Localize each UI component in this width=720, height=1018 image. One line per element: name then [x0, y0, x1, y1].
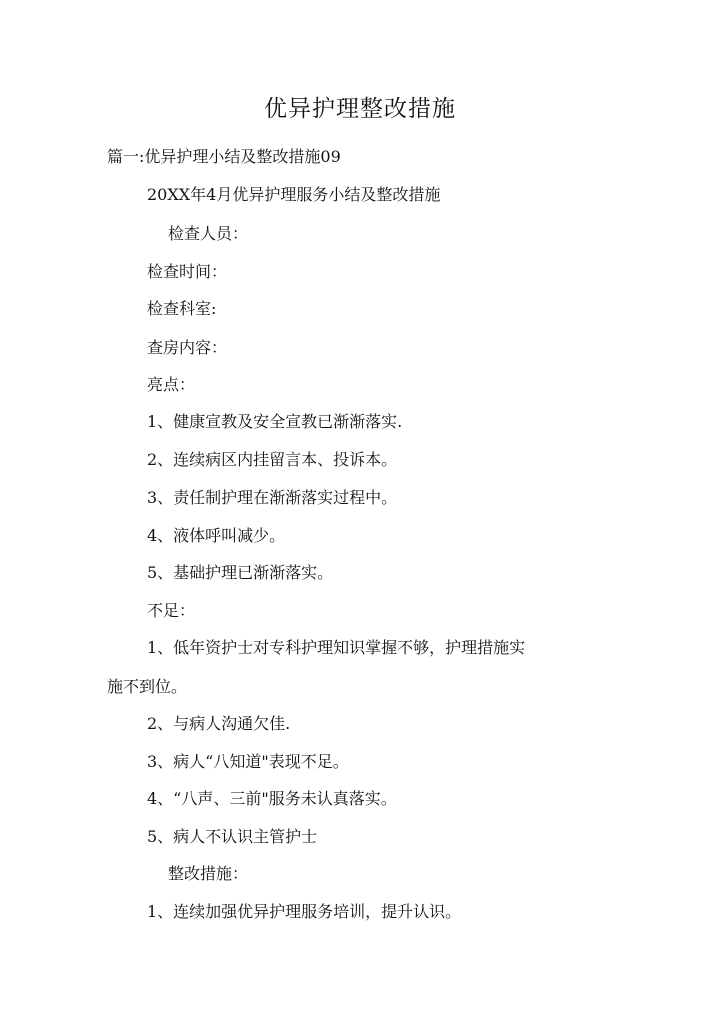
document-title: 优异护理整改措施	[264, 96, 456, 122]
shortcomings-heading: 不足：	[147, 601, 196, 620]
highlight-item: 5、基础护理已渐渐落实。	[147, 563, 334, 582]
highlight-item: 3、责任制护理在渐渐落实过程中。	[147, 488, 398, 507]
document-subtitle: 篇一:优异护理小结及整改措施09	[107, 147, 341, 166]
shortcoming-item-continuation: 施不到位。	[107, 677, 188, 696]
inspection-department-field: 检查科室:	[147, 299, 217, 318]
shortcoming-item: 5、病人不认识主管护士	[147, 827, 318, 846]
highlight-item: 2、连续病区内挂留言本、投诉本。	[147, 450, 398, 469]
highlight-item: 4、液体呼叫减少。	[147, 526, 286, 545]
highlights-heading: 亮点：	[147, 375, 196, 394]
shortcoming-item-line: 1、低年资护士对专科护理知识掌握不够，护理措施实	[147, 638, 526, 657]
rectification-heading: 整改措施：	[168, 864, 249, 883]
inspectors-field: 检查人员：	[168, 224, 249, 243]
shortcoming-item: 4、“八声、三前"服务未认真落实。	[147, 789, 397, 808]
highlight-item: 1、健康宣教及安全宣教已渐渐落实.	[147, 412, 403, 431]
shortcoming-item: 2、与病人沟通欠佳.	[147, 714, 291, 733]
rectification-item: 1、连续加强优异护理服务培训，提升认识。	[147, 902, 462, 921]
shortcoming-item: 3、病人“八知道"表现不足。	[147, 752, 349, 771]
ward-round-content-field: 查房内容：	[147, 338, 228, 357]
inspection-time-field: 检查时间：	[147, 262, 228, 281]
report-heading: 20XX年4月优异护理服务小结及整改措施	[147, 185, 441, 204]
